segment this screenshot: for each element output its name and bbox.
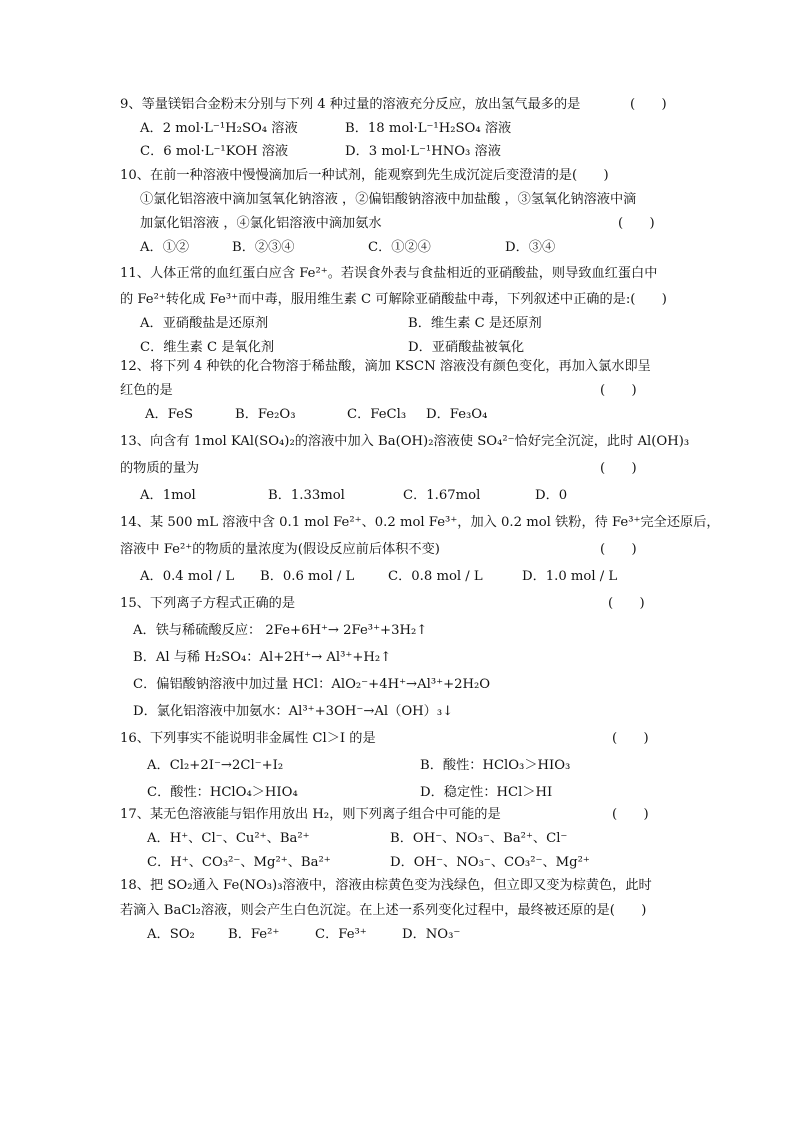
q17-option-c: C．H⁺、CO₃²⁻、Mg²⁺、Ba²⁺ <box>147 855 331 870</box>
q13-option-c: C．1.67mol <box>403 488 481 503</box>
q10-stem: 10、在前一种溶液中慢慢滴加后一种试剂，能观察到先生成沉淀后变澄清的是( ) <box>120 168 609 183</box>
q12-option-a: A．FeS <box>145 407 193 422</box>
q17-option-a: A．H⁺、Cl⁻、Cu²⁺、Ba²⁺ <box>147 831 310 846</box>
q15-option-a: A．铁与稀硫酸反应： 2Fe+6H⁺→ 2Fe³⁺+3H₂↑ <box>133 623 428 638</box>
q17-answer-paren: ( ) <box>612 807 649 822</box>
q16-option-c: C．酸性：HClO₄＞HIO₄ <box>147 785 298 800</box>
q12-option-d: D．Fe₃O₄ <box>426 407 488 422</box>
q18-option-a: A．SO₂ <box>147 927 195 942</box>
q13-line1: 13、向含有 1mol KAl(SO₄)₂的溶液中加入 Ba(OH)₂溶液使 SO₄²⁻恰好完全沉淀，此时 Al(OH)₃ <box>120 434 690 449</box>
q13-option-b: B．1.33mol <box>268 488 345 503</box>
q14-answer-paren: ( ) <box>600 542 637 557</box>
q11-option-b: B．维生素 C 是还原剂 <box>408 316 542 331</box>
q18-option-c: C．Fe³⁺ <box>315 927 367 942</box>
q17-option-d: D．OH⁻、NO₃⁻、CO₃²⁻、Mg²⁺ <box>390 855 590 870</box>
q9-option-b: B．18 mol·L⁻¹H₂SO₄ 溶液 <box>345 121 512 136</box>
q18-line2: 若滴入 BaCl₂溶液，则会产生白色沉淀。在上述一系列变化过程中，最终被还原的是( ) <box>120 903 647 918</box>
q18-option-b: B．Fe²⁺ <box>228 927 280 942</box>
q16-stem: 16、下列事实不能说明非金属性 Cl＞I 的是 <box>120 731 376 746</box>
q16-answer-paren: ( ) <box>612 731 649 746</box>
q12-option-c: C．FeCl₃ <box>347 407 407 422</box>
q10-answer-paren: ( ) <box>618 216 655 231</box>
q9-answer-paren: ( ) <box>630 97 667 112</box>
q12-line1: 12、将下列 4 种铁的化合物溶于稀盐酸，滴加 KSCN 溶液没有颜色变化，再加入氯水即呈 <box>120 359 651 374</box>
q15-stem: 15、下列离子方程式正确的是 <box>120 596 296 611</box>
q14-option-c: C．0.8 mol / L <box>388 569 483 584</box>
q14-line2: 溶液中 Fe²⁺的物质的量浓度为(假设反应前后体积不变) <box>120 542 440 557</box>
q10-option-b: B．②③④ <box>232 240 295 255</box>
q14-option-b: B．0.6 mol / L <box>260 569 355 584</box>
q10-option-a: A．①② <box>140 240 190 255</box>
q15-option-b: B．Al 与稀 H₂SO₄：Al+2H⁺→ Al³⁺+H₂↑ <box>133 650 392 665</box>
q9-option-a: A．2 mol·L⁻¹H₂SO₄ 溶液 <box>140 121 298 136</box>
q10-line3: 加氯化铝溶液 ，④氯化铝溶液中滴加氨水 <box>140 216 382 231</box>
q16-option-b: B．酸性：HClO₃＞HIO₃ <box>420 758 571 773</box>
q13-option-d: D．0 <box>535 488 568 503</box>
q16-option-d: D．稳定性：HCl＞HI <box>420 785 553 800</box>
q9-option-c: C．6 mol·L⁻¹KOH 溶液 <box>140 144 289 159</box>
q10-option-c: C．①②④ <box>368 240 431 255</box>
q12-line2: 红色的是 <box>120 383 173 398</box>
q14-line1: 14、某 500 mL 溶液中含 0.1 mol Fe²⁺、0.2 mol Fe³⁺，加入 0.2 mol 铁粉，待 Fe³⁺完全还原后， <box>120 515 720 530</box>
q11-line2: 的 Fe²⁺转化成 Fe³⁺而中毒，服用维生素 C 可解除亚硝酸盐中毒，下列叙述中正确的是:( ) <box>120 292 667 307</box>
q12-option-b: B．Fe₂O₃ <box>235 407 296 422</box>
q14-option-a: A．0.4 mol / L <box>140 569 235 584</box>
q16-option-a: A．Cl₂+2I⁻→2Cl⁻+I₂ <box>147 758 284 773</box>
q13-option-a: A．1mol <box>140 488 196 503</box>
q11-option-a: A．亚硝酸盐是还原剂 <box>140 316 269 331</box>
q14-option-d: D．1.0 mol / L <box>522 569 618 584</box>
q15-option-d: D．氯化铝溶液中加氨水：Al³⁺+3OH⁻→Al（OH）₃↓ <box>133 704 454 719</box>
q12-answer-paren: ( ) <box>600 383 637 398</box>
q13-answer-paren: ( ) <box>600 461 637 476</box>
q9-stem: 9、等量镁铝合金粉末分别与下列 4 种过量的溶液充分反应，放出氢气最多的是 <box>120 97 581 112</box>
q9-option-d: D．3 mol·L⁻¹HNO₃ 溶液 <box>345 144 501 159</box>
q11-option-c: C．维生素 C 是氧化剂 <box>140 340 275 355</box>
q13-line2: 的物质的量为 <box>120 461 200 476</box>
q10-line2: ①氯化铝溶液中滴加氢氧化钠溶液 ，②偏铝酸钠溶液中加盐酸 ，③氢氧化钠溶液中滴 <box>140 192 637 207</box>
q11-line1: 11、人体正常的血红蛋白应含 Fe²⁺。若误食外表与食盐相近的亚硝酸盐，则导致血红蛋白中 <box>120 266 658 281</box>
q11-option-d: D．亚硝酸盐被氧化 <box>408 340 525 355</box>
q17-stem: 17、某无色溶液能与铝作用放出 H₂，则下列离子组合中可能的是 <box>120 807 501 822</box>
q15-answer-paren: ( ) <box>608 596 645 611</box>
q15-option-c: C．偏铝酸钠溶液中加过量 HCl：AlO₂⁻+4H⁺→Al³⁺+2H₂O <box>133 677 491 692</box>
q18-line1: 18、把 SO₂通入 Fe(NO₃)₃溶液中，溶液由棕黄色变为浅绿色，但立即又变为棕黄色，此时 <box>120 878 652 893</box>
q10-option-d: D．③④ <box>505 240 556 255</box>
q17-option-b: B．OH⁻、NO₃⁻、Ba²⁺、Cl⁻ <box>390 831 568 846</box>
q18-option-d: D．NO₃⁻ <box>402 927 461 942</box>
